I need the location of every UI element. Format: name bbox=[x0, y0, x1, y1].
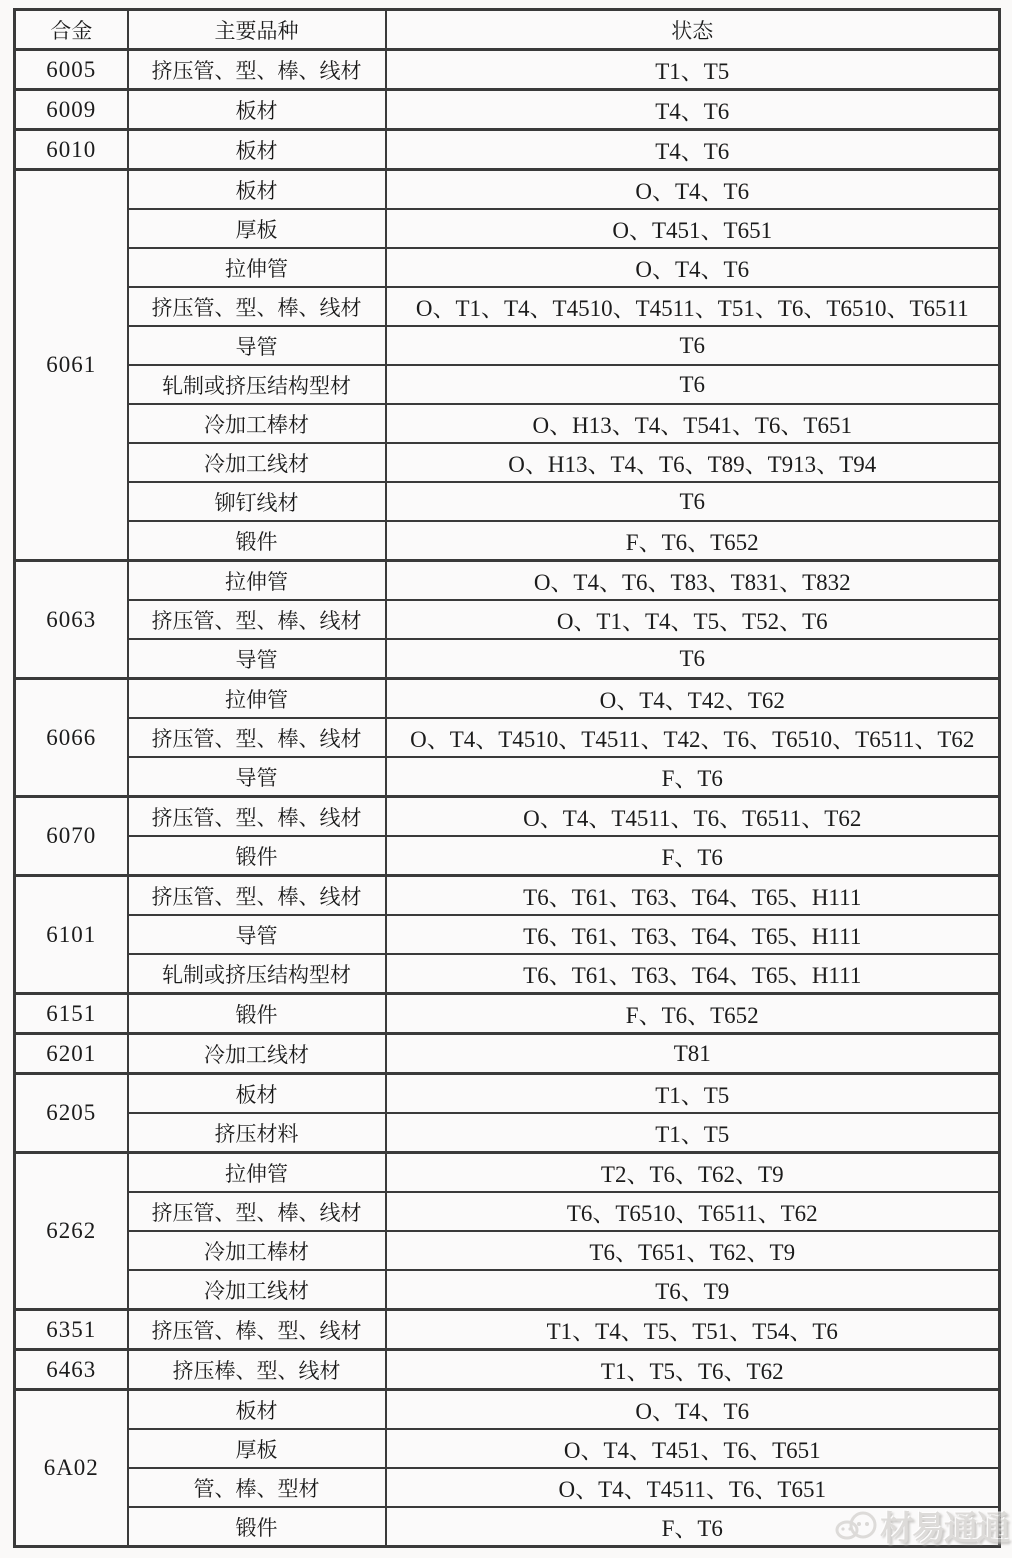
table-row bbox=[15, 443, 1000, 482]
product-cell: 轧制或挤压结构型材 bbox=[128, 365, 386, 404]
table-row bbox=[15, 679, 1000, 719]
watermark-text: 材易通通 bbox=[880, 1511, 1008, 1548]
column-header-state: 状态 bbox=[386, 10, 1000, 50]
product-cell: 导管 bbox=[128, 326, 386, 365]
tempers-cell: F、T6 bbox=[386, 836, 1000, 876]
table-row bbox=[15, 248, 1000, 287]
product-cell: 导管 bbox=[128, 639, 386, 679]
product-cell: 冷加工线材 bbox=[128, 1270, 386, 1310]
product-cell: 挤压管、型、棒、线材 bbox=[128, 797, 386, 837]
product-cell: 轧制或挤压结构型材 bbox=[128, 954, 386, 994]
tempers-cell: T6 bbox=[386, 326, 1000, 365]
tempers-cell: O、T4、T4511、T6、T6511、T62 bbox=[386, 797, 1000, 837]
table-body bbox=[15, 50, 1000, 1547]
table-row bbox=[15, 130, 1000, 170]
product-cell: 挤压管、型、棒、线材 bbox=[128, 876, 386, 916]
product-cell: 挤压材料 bbox=[128, 1113, 386, 1153]
column-header-alloy: 合金 bbox=[15, 10, 128, 50]
alloy-cell: 6151 bbox=[15, 994, 128, 1034]
alloy-cell: 6201 bbox=[15, 1034, 128, 1074]
product-cell: 拉伸管 bbox=[128, 1153, 386, 1193]
product-cell: 冷加工线材 bbox=[128, 1034, 386, 1074]
table-row bbox=[15, 600, 1000, 639]
alloy-cell: 6101 bbox=[15, 876, 128, 994]
table-row bbox=[15, 1270, 1000, 1310]
product-cell: 挤压管、型、棒、线材 bbox=[128, 50, 386, 90]
tempers-cell: F、T6 bbox=[386, 1507, 1000, 1547]
table-row bbox=[15, 1390, 1000, 1430]
tempers-cell: T4、T6 bbox=[386, 90, 1000, 130]
product-cell: 板材 bbox=[128, 170, 386, 210]
table-row bbox=[15, 639, 1000, 679]
tempers-cell: T1、T5、T6、T62 bbox=[386, 1350, 1000, 1390]
table-row bbox=[15, 1113, 1000, 1153]
product-cell: 导管 bbox=[128, 915, 386, 954]
product-cell: 锻件 bbox=[128, 994, 386, 1034]
product-cell: 挤压管、型、棒、线材 bbox=[128, 600, 386, 639]
alloy-cell: 6061 bbox=[15, 170, 128, 561]
column-header-product: 主要品种 bbox=[128, 10, 386, 50]
alloy-cell: 6063 bbox=[15, 561, 128, 679]
table-row bbox=[15, 915, 1000, 954]
table-row bbox=[15, 876, 1000, 916]
table-row bbox=[15, 1468, 1000, 1507]
product-cell: 厚板 bbox=[128, 209, 386, 248]
alloy-cell: 6070 bbox=[15, 797, 128, 876]
table-row bbox=[15, 404, 1000, 443]
table-row bbox=[15, 1034, 1000, 1074]
table-row bbox=[15, 561, 1000, 601]
alloy-cell: 6A02 bbox=[15, 1390, 128, 1547]
alloy-cell: 6351 bbox=[15, 1310, 128, 1350]
product-cell: 锻件 bbox=[128, 521, 386, 561]
tempers-cell: O、T451、T651 bbox=[386, 209, 1000, 248]
table-row bbox=[15, 1310, 1000, 1350]
tempers-cell: O、T4、T6 bbox=[386, 1390, 1000, 1430]
tempers-cell: O、T4、T42、T62 bbox=[386, 679, 1000, 719]
tempers-cell: T4、T6 bbox=[386, 130, 1000, 170]
product-cell: 拉伸管 bbox=[128, 248, 386, 287]
alloy-cell: 6262 bbox=[15, 1153, 128, 1310]
product-cell: 板材 bbox=[128, 1390, 386, 1430]
tempers-cell: T6、T61、T63、T64、T65、H111 bbox=[386, 954, 1000, 994]
product-cell: 板材 bbox=[128, 130, 386, 170]
tempers-cell: T1、T5 bbox=[386, 1074, 1000, 1114]
table-row bbox=[15, 718, 1000, 757]
table-row bbox=[15, 994, 1000, 1034]
tempers-cell: O、T4、T4511、T6、T651 bbox=[386, 1468, 1000, 1507]
table-row bbox=[15, 1429, 1000, 1468]
tempers-cell: T6 bbox=[386, 482, 1000, 521]
tempers-cell: T6、T6510、T6511、T62 bbox=[386, 1192, 1000, 1231]
tempers-cell: O、T4、T6 bbox=[386, 170, 1000, 210]
table-row bbox=[15, 757, 1000, 797]
table-row bbox=[15, 1074, 1000, 1114]
product-cell: 板材 bbox=[128, 90, 386, 130]
tempers-cell: T6 bbox=[386, 365, 1000, 404]
header-row bbox=[15, 10, 1000, 50]
product-cell: 管、棒、型材 bbox=[128, 1468, 386, 1507]
tempers-cell: O、T4、T6、T83、T831、T832 bbox=[386, 561, 1000, 601]
tempers-cell: F、T6、T652 bbox=[386, 994, 1000, 1034]
product-cell: 拉伸管 bbox=[128, 679, 386, 719]
tempers-cell: O、T4、T451、T6、T651 bbox=[386, 1429, 1000, 1468]
product-cell: 锻件 bbox=[128, 1507, 386, 1547]
alloy-cell: 6066 bbox=[15, 679, 128, 797]
table-row bbox=[15, 797, 1000, 837]
product-cell: 厚板 bbox=[128, 1429, 386, 1468]
alloy-cell: 6463 bbox=[15, 1350, 128, 1390]
tempers-cell: T6、T651、T62、T9 bbox=[386, 1231, 1000, 1270]
tempers-cell: O、H13、T4、T6、T89、T913、T94 bbox=[386, 443, 1000, 482]
tempers-cell: O、H13、T4、T541、T6、T651 bbox=[386, 404, 1000, 443]
table-row bbox=[15, 954, 1000, 994]
alloy-temper-table bbox=[13, 8, 1001, 1548]
product-cell: 挤压管、型、棒、线材 bbox=[128, 287, 386, 326]
product-cell: 挤压管、棒、型、线材 bbox=[128, 1310, 386, 1350]
tempers-cell: T6 bbox=[386, 639, 1000, 679]
tempers-cell: O、T4、T6 bbox=[386, 248, 1000, 287]
tempers-cell: T6、T9 bbox=[386, 1270, 1000, 1310]
table-row bbox=[15, 1231, 1000, 1270]
tempers-cell: F、T6 bbox=[386, 757, 1000, 797]
table-row bbox=[15, 521, 1000, 561]
tempers-cell: T1、T5 bbox=[386, 50, 1000, 90]
product-cell: 板材 bbox=[128, 1074, 386, 1114]
tempers-cell: O、T4、T4510、T4511、T42、T6、T6510、T6511、T62 bbox=[386, 718, 1000, 757]
tempers-cell: F、T6、T652 bbox=[386, 521, 1000, 561]
product-cell: 挤压棒、型、线材 bbox=[128, 1350, 386, 1390]
table-row bbox=[15, 482, 1000, 521]
product-cell: 锻件 bbox=[128, 836, 386, 876]
product-cell: 冷加工棒材 bbox=[128, 1231, 386, 1270]
table-row bbox=[15, 1350, 1000, 1390]
tempers-cell: T1、T5 bbox=[386, 1113, 1000, 1153]
tempers-cell: O、T1、T4、T4510、T4511、T51、T6、T6510、T6511 bbox=[386, 287, 1000, 326]
table-row bbox=[15, 209, 1000, 248]
product-cell: 拉伸管 bbox=[128, 561, 386, 601]
table-row bbox=[15, 365, 1000, 404]
table-row bbox=[15, 836, 1000, 876]
table-row bbox=[15, 287, 1000, 326]
tempers-cell: T6、T61、T63、T64、T65、H111 bbox=[386, 915, 1000, 954]
product-cell: 冷加工棒材 bbox=[128, 404, 386, 443]
tempers-cell: T81 bbox=[386, 1034, 1000, 1074]
table-row bbox=[15, 90, 1000, 130]
product-cell: 铆钉线材 bbox=[128, 482, 386, 521]
alloy-cell: 6205 bbox=[15, 1074, 128, 1153]
product-cell: 冷加工线材 bbox=[128, 443, 386, 482]
table-row bbox=[15, 170, 1000, 210]
table-row bbox=[15, 1507, 1000, 1547]
table-row bbox=[15, 1192, 1000, 1231]
tempers-cell: T1、T4、T5、T51、T54、T6 bbox=[386, 1310, 1000, 1350]
tempers-cell: T6、T61、T63、T64、T65、H111 bbox=[386, 876, 1000, 916]
alloy-cell: 6009 bbox=[15, 90, 128, 130]
product-cell: 挤压管、型、棒、线材 bbox=[128, 1192, 386, 1231]
alloy-cell: 6005 bbox=[15, 50, 128, 90]
table-row bbox=[15, 326, 1000, 365]
product-cell: 导管 bbox=[128, 757, 386, 797]
table-row bbox=[15, 1153, 1000, 1193]
tempers-cell: O、T1、T4、T5、T52、T6 bbox=[386, 600, 1000, 639]
product-cell: 挤压管、型、棒、线材 bbox=[128, 718, 386, 757]
alloy-cell: 6010 bbox=[15, 130, 128, 170]
table-row bbox=[15, 50, 1000, 90]
tempers-cell: T2、T6、T62、T9 bbox=[386, 1153, 1000, 1193]
